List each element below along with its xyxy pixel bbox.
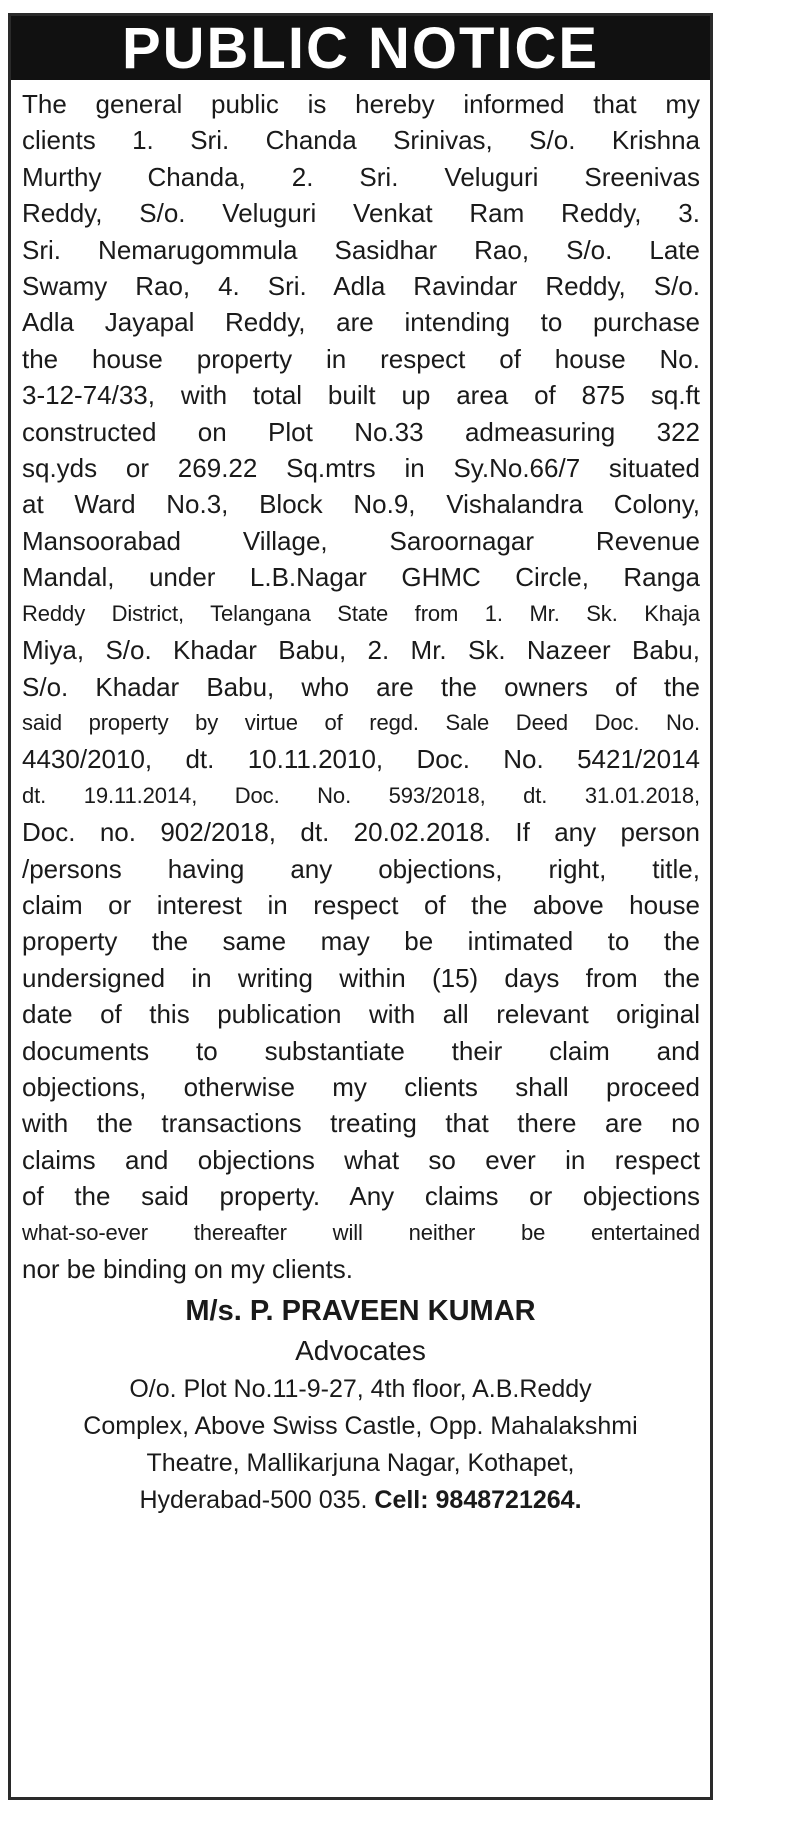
address-line: O/o. Plot No.11-9-27, 4th floor, A.B.Reddy <box>129 1375 592 1404</box>
notice-line: Miya, S/o. Khadar Babu, 2. Mr. Sk. Nazeer Babu, <box>22 635 700 666</box>
notice-line: Mansoorabad Village, Saroornagar Revenue <box>22 525 700 556</box>
notice-line: /persons having any objections, right, title, <box>22 853 700 884</box>
notice-line: at Ward No.3, Block No.9, Vishalandra Colony, <box>22 489 700 520</box>
notice-title: PUBLIC NOTICE <box>121 15 600 81</box>
advocate-firm-name: M/s. P. PRAVEEN KUMAR <box>185 1295 536 1328</box>
notice-line: constructed on Plot No.33 admeasuring 322 <box>22 416 700 447</box>
address-line: Complex, Above Swiss Castle, Opp. Mahalakshmi <box>83 1412 638 1441</box>
notice-line: Adla Jayapal Reddy, are intending to purchase <box>22 307 700 338</box>
notice-line: Murthy Chanda, 2. Sri. Veluguri Sreenivas <box>22 161 700 192</box>
notice-line: sq.yds or 269.22 Sq.mtrs in Sy.No.66/7 situated <box>22 453 700 484</box>
notice-line: 4430/2010, dt. 10.11.2010, Doc. No. 5421/2014 <box>22 744 700 775</box>
notice-line: nor be binding on my clients. <box>22 1254 353 1284</box>
address-line: Theatre, Mallikarjuna Nagar, Kothapet, <box>146 1449 575 1478</box>
notice-line: claim or interest in respect of the above house <box>22 889 700 920</box>
notice-line: claims and objections what so ever in respect <box>22 1144 700 1175</box>
address-city: Hyderabad-500 035. <box>139 1486 368 1515</box>
notice-line: Mandal, under L.B.Nagar GHMC Circle, Ranga <box>22 562 700 593</box>
notice-line: The general public is hereby informed that my <box>22 89 700 119</box>
notice-title-bar <box>11 16 710 80</box>
notice-line: Swamy Rao, 4. Sri. Adla Ravindar Reddy, S/o. <box>22 271 700 302</box>
notice-line: documents to substantiate their claim and <box>22 1035 700 1066</box>
notice-line: with the transactions treating that there are no <box>22 1108 700 1139</box>
notice-line: 3-12-74/33, with total built up area of 875 sq.ft <box>22 380 700 411</box>
cell-number: 9848721264. <box>435 1486 582 1515</box>
notice-line: of the said property. Any claims or objections <box>22 1181 700 1212</box>
advocate-signature-block <box>11 1287 710 1519</box>
notice-line: property the same may be intimated to the <box>22 926 700 957</box>
notice-line: objections, otherwise my clients shall proceed <box>22 1071 700 1102</box>
advocate-role: Advocates <box>295 1335 426 1367</box>
notice-body <box>11 80 710 1287</box>
notice-line: Reddy, S/o. Veluguri Venkat Ram Reddy, 3. <box>22 198 700 229</box>
notice-line: Doc. no. 902/2018, dt. 20.02.2018. If any person <box>22 817 700 848</box>
notice-line: what-so-ever thereafter will neither be entertained <box>22 1219 700 1245</box>
notice-line: Sri. Nemarugommula Sasidhar Rao, S/o. Late <box>22 234 700 265</box>
notice-line: S/o. Khadar Babu, who are the owners of the <box>22 671 700 702</box>
notice-line: clients 1. Sri. Chanda Srinivas, S/o. Krishna <box>22 125 700 156</box>
address-city-line <box>11 1482 710 1519</box>
public-notice <box>8 13 713 1800</box>
notice-line: undersigned in writing within (15) days from the <box>22 962 700 993</box>
notice-line: said property by virtue of regd. Sale Deed Doc. No. <box>22 709 700 735</box>
notice-line: Reddy District, Telangana State from 1. Mr. Sk. Khaja <box>22 600 700 626</box>
notice-line: the house property in respect of house No. <box>22 343 700 374</box>
notice-line: dt. 19.11.2014, Doc. No. 593/2018, dt. 31.01.2018, <box>22 782 700 808</box>
notice-line: date of this publication with all relevant original <box>22 999 700 1030</box>
cell-label: Cell: <box>374 1486 429 1515</box>
